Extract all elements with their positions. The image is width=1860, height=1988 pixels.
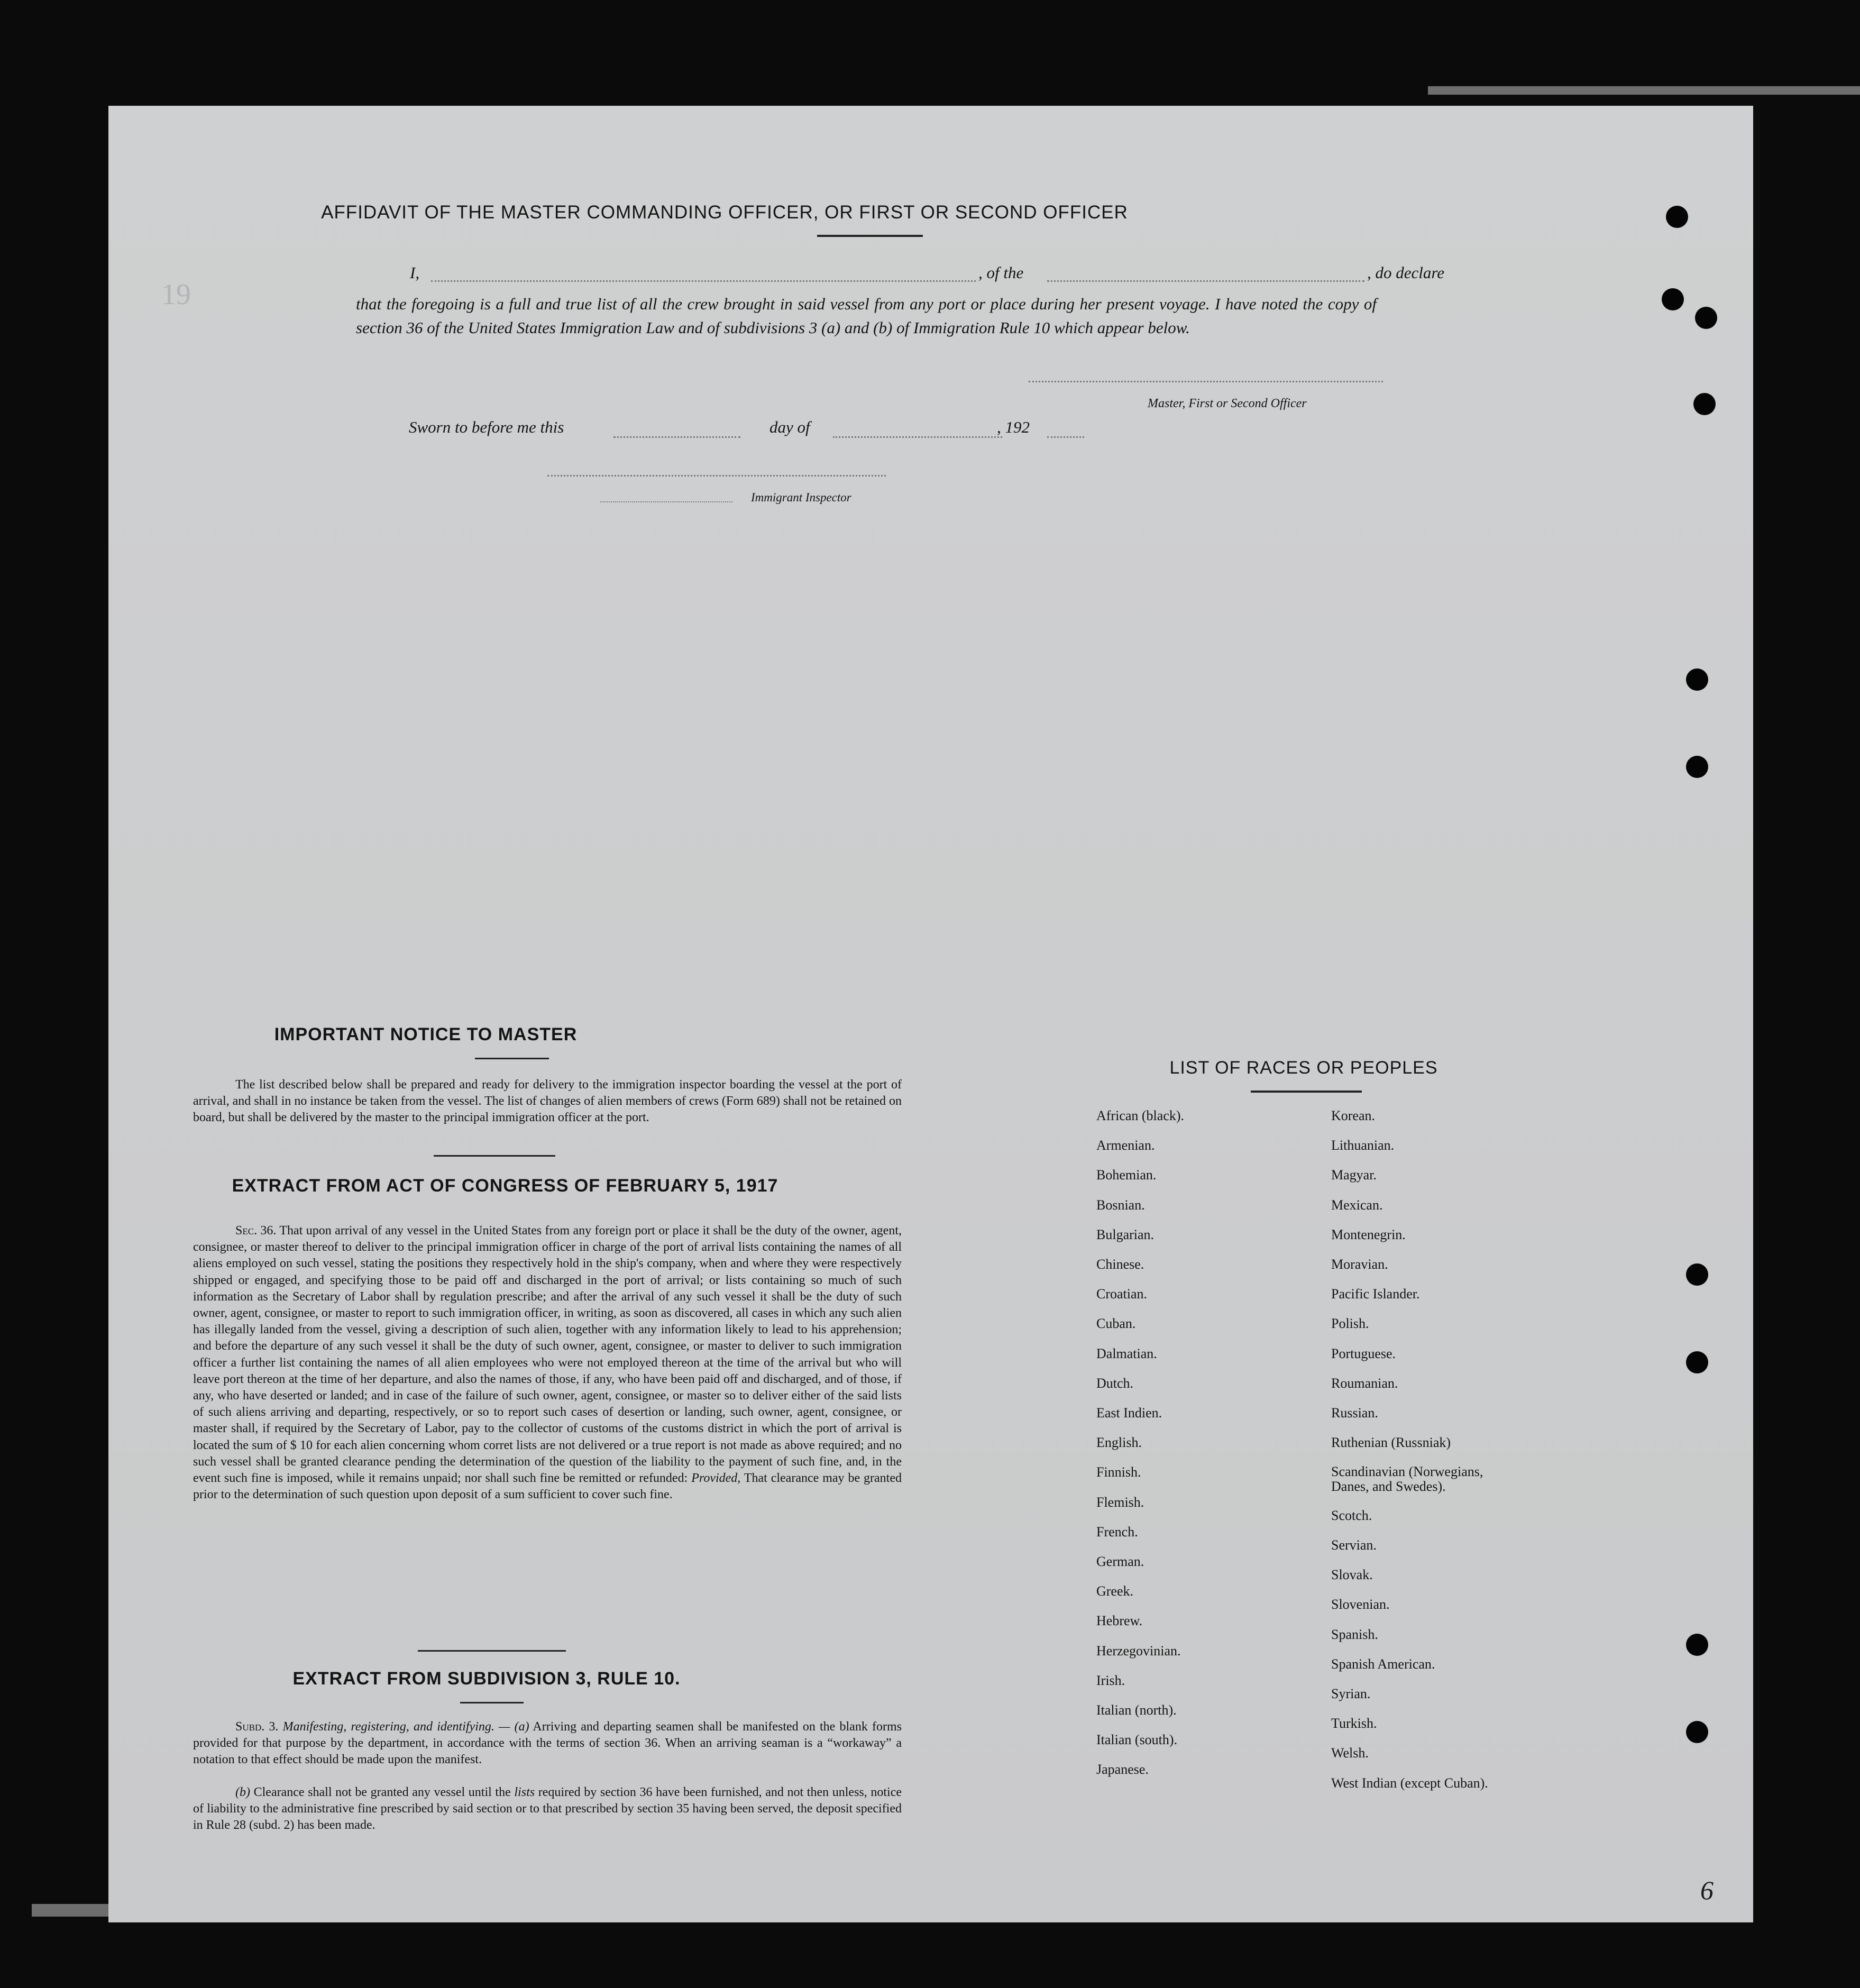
notice-text: The list described below shall be prepared and ready for delivery to the immigration inspector boarding the vessel at the port of arrival, and shall in no instance be taken from the vessel. The list of changes of alien members of crews (Form 689) shall not be retained on board, but shall be delivered by the master to the principal immigration officer at the port. bbox=[193, 1078, 902, 1124]
race-item: Dalmatian. bbox=[1096, 1345, 1157, 1361]
race-item: Spanish. bbox=[1331, 1626, 1378, 1642]
race-item: Italian (south). bbox=[1096, 1732, 1178, 1748]
inspector-caption: Immigrant Inspector bbox=[751, 491, 851, 504]
rule-text-a bbox=[193, 1719, 902, 1768]
act-text-b: That clearance may be granted prior to the determination of such question upon deposit of a sum sufficient to cover such fine. bbox=[193, 1471, 902, 1502]
race-item: Finnish. bbox=[1096, 1464, 1141, 1480]
punch-hole bbox=[1686, 756, 1708, 778]
race-item: Hebrew. bbox=[1096, 1613, 1143, 1629]
race-item: Herzegovinian. bbox=[1096, 1643, 1181, 1659]
rule-heading: EXTRACT FROM SUBDIVISION 3, RULE 10. bbox=[292, 1669, 681, 1689]
scan-edge-top bbox=[1428, 86, 1860, 95]
affidavit-heading-rule bbox=[817, 235, 923, 237]
race-item: French. bbox=[1096, 1524, 1138, 1540]
race-item: African (black). bbox=[1096, 1108, 1185, 1123]
race-item: Pacific Islander. bbox=[1331, 1286, 1420, 1302]
race-item: Servian. bbox=[1331, 1537, 1377, 1553]
sworn-day-of: day of bbox=[769, 418, 810, 436]
race-item: Armenian. bbox=[1096, 1138, 1155, 1153]
affidavit-line1-i: I, bbox=[410, 263, 420, 282]
rule-b-label: (b) bbox=[235, 1785, 250, 1799]
race-item: East Indien. bbox=[1096, 1405, 1162, 1421]
race-item: Portuguese. bbox=[1331, 1345, 1396, 1361]
race-item: Korean. bbox=[1331, 1108, 1376, 1123]
act-text-a: That upon arrival of any vessel in the United States from any foreign port or place it shall be the duty of the owner, agent, consignee, or master thereof to deliver to the principal immigration officer in charge of the port of arrival lists containing the names of all aliens employed on such vessel, stating the positions they respectively hold in the ship's company, when and where they were respectively shipped or engaged, and specifying those to be paid off and discharged in the port of arrival; or lists containing so much of such information as the Secretary of Labor shall by regulation prescribe; and after the arrival of any such vessel it shall be the duty of such owner, agent, consignee, or master to report to such immigration officer, in writing, as soon as discovered, all cases in which any such alien has illegally landed from the vessel, giving a description of such alien, together with any information likely to lead to his apprehension; and before the departure of any such vessel it shall be the duty of such owner, agent, consignee, or master to deliver to such immigration officer a further list containing the names of all alien employees who were not employed thereon at the time of the arrival but who will leave port thereon at the time of her departure, and also the names of those, if any, who have been paid off and discharged, and of those, if any, who have deserted or landed; and in case of the failure of such owner, agent, consignee, or master so to deliver either of the said lists of such aliens arriving and departing, respectively, or so to report such cases of desertion or landing, such owner, agent, consignee, or master shall, if required by the Secretary of Labor, pay to the collector of customs of the customs district in which the port of arrival is located the sum of $ 10 for each alien concerning whom corret lists are not delivered or a true report is not made as above required; and no such vessel shall be granted clearance pending the determination of the question of the liability to the payment of such fine, and, in the event such fine is imposed, while it remains unpaid; nor shall such fine be remitted or refunded: bbox=[193, 1224, 902, 1486]
race-item: Spanish American. bbox=[1331, 1656, 1435, 1672]
rule-lists-word: lists bbox=[514, 1785, 535, 1799]
inspector-line bbox=[547, 475, 886, 477]
act-heading: EXTRACT FROM ACT OF CONGRESS OF FEBRUARY 5, 1917 bbox=[232, 1176, 778, 1196]
punch-hole bbox=[1693, 393, 1716, 415]
notice-heading-rule bbox=[475, 1058, 549, 1059]
race-item: Syrian. bbox=[1331, 1686, 1371, 1702]
margin-mark-bottom-right: 6 bbox=[1700, 1875, 1714, 1905]
rule-text-b1: Clearance shall not be granted any vessel until the bbox=[253, 1785, 511, 1799]
race-item: Moravian. bbox=[1331, 1257, 1388, 1272]
punch-hole bbox=[1666, 206, 1688, 228]
rule-text-b bbox=[193, 1784, 902, 1834]
rule-text-b2: required by section 36 have been furnished, and not then unless, notice of liability to the administrative fine prescribed by said section or to that prescribed by section 35 having been served, the deposit specified in Rule 28 (subd. 2) has been made. bbox=[193, 1785, 902, 1832]
punch-hole bbox=[1686, 1351, 1708, 1373]
margin-mark-top-left: 19 bbox=[161, 278, 191, 311]
name-field-line bbox=[431, 280, 976, 282]
race-item: Dutch. bbox=[1096, 1375, 1134, 1391]
race-item: West Indian (except Cuban). bbox=[1331, 1775, 1488, 1791]
act-section-label: Sec. 36. bbox=[235, 1224, 277, 1238]
punch-hole bbox=[1695, 307, 1717, 329]
act-end-rule bbox=[418, 1650, 566, 1652]
affidavit-line1-of-the: , of the bbox=[978, 263, 1024, 282]
race-item: Flemish. bbox=[1096, 1494, 1144, 1510]
race-item: English. bbox=[1096, 1435, 1142, 1451]
sworn-day-line bbox=[613, 436, 740, 438]
race-item: Polish. bbox=[1331, 1316, 1369, 1332]
signature-line bbox=[1029, 381, 1383, 382]
race-item: Magyar. bbox=[1331, 1167, 1377, 1183]
race-item: Roumanian. bbox=[1331, 1375, 1398, 1391]
punch-hole bbox=[1662, 288, 1684, 310]
race-item: Irish. bbox=[1096, 1672, 1125, 1688]
race-item: Welsh. bbox=[1331, 1745, 1369, 1761]
race-item: Greek. bbox=[1096, 1583, 1134, 1599]
race-item: Chinese. bbox=[1096, 1257, 1144, 1272]
race-item: Croatian. bbox=[1096, 1286, 1148, 1302]
sworn-text: Sworn to before me this bbox=[409, 418, 564, 436]
race-item: Japanese. bbox=[1096, 1762, 1149, 1778]
affidavit-line1-declare: , do declare bbox=[1367, 263, 1445, 282]
race-item: Cuban. bbox=[1096, 1316, 1136, 1332]
vessel-field-line bbox=[1047, 280, 1364, 282]
race-item: Scotch. bbox=[1331, 1507, 1372, 1523]
race-item: Bulgarian. bbox=[1096, 1226, 1155, 1242]
races-heading: LIST OF RACES OR PEOPLES bbox=[1169, 1058, 1438, 1078]
race-item: Russian. bbox=[1331, 1405, 1378, 1421]
punch-hole bbox=[1686, 1263, 1708, 1286]
act-text bbox=[193, 1223, 902, 1503]
document-page bbox=[108, 106, 1753, 1922]
race-item: Ruthenian (Russniak) bbox=[1331, 1435, 1451, 1451]
act-provided: Provided, bbox=[691, 1471, 741, 1486]
race-item: German. bbox=[1096, 1554, 1144, 1569]
race-item: Montenegrin. bbox=[1331, 1226, 1406, 1242]
affidavit-heading: AFFIDAVIT OF THE MASTER COMMANDING OFFICER, OR FIRST OR SECOND OFFICER bbox=[321, 202, 1128, 223]
race-item: Turkish. bbox=[1331, 1716, 1377, 1732]
races-heading-rule bbox=[1251, 1091, 1362, 1093]
notice-end-rule bbox=[434, 1155, 555, 1157]
rule-heading-rule bbox=[460, 1702, 524, 1703]
race-item: Lithuanian. bbox=[1331, 1138, 1395, 1153]
race-item: Slovak. bbox=[1331, 1567, 1373, 1583]
rule-subd-label: Subd. 3. bbox=[235, 1720, 279, 1734]
punch-hole bbox=[1686, 1721, 1708, 1743]
notice-heading: IMPORTANT NOTICE TO MASTER bbox=[274, 1024, 578, 1045]
race-item: Italian (north). bbox=[1096, 1702, 1177, 1718]
sworn-year: , 192 bbox=[997, 418, 1030, 436]
rule-text-a-body: Arriving and departing seamen shall be manifested on the blank forms provided for that purpose by the department, in accordance with the terms of section 36. When an arriving seaman is a “workaway” a notation to that effect should be made upon the manifest. bbox=[193, 1720, 902, 1766]
sworn-month-line bbox=[833, 436, 1002, 438]
rule-subd-title: Manifesting, registering, and identifying. — (a) bbox=[282, 1720, 529, 1734]
punch-hole bbox=[1686, 1634, 1708, 1656]
race-item: Bohemian. bbox=[1096, 1167, 1157, 1183]
race-item: Bosnian. bbox=[1096, 1197, 1145, 1213]
race-item: Scandinavian (Norwegians, Danes, and Swedes). bbox=[1331, 1464, 1483, 1495]
punch-hole bbox=[1686, 668, 1708, 691]
inspector-guide-line bbox=[600, 501, 732, 502]
signature-caption: Master, First or Second Officer bbox=[1148, 397, 1307, 410]
affidavit-paragraph: that the foregoing is a full and true list of all the crew brought in said vessel from any port or place during her present voyage. I have noted the copy of section 36 of the United States Immigration Law and of subdivisions 3 (a) and (b) of Immigration Rule 10 which appear below. bbox=[356, 295, 1377, 337]
sworn-year-line bbox=[1047, 436, 1084, 438]
race-item: Mexican. bbox=[1331, 1197, 1383, 1213]
race-item: Slovenian. bbox=[1331, 1597, 1390, 1613]
